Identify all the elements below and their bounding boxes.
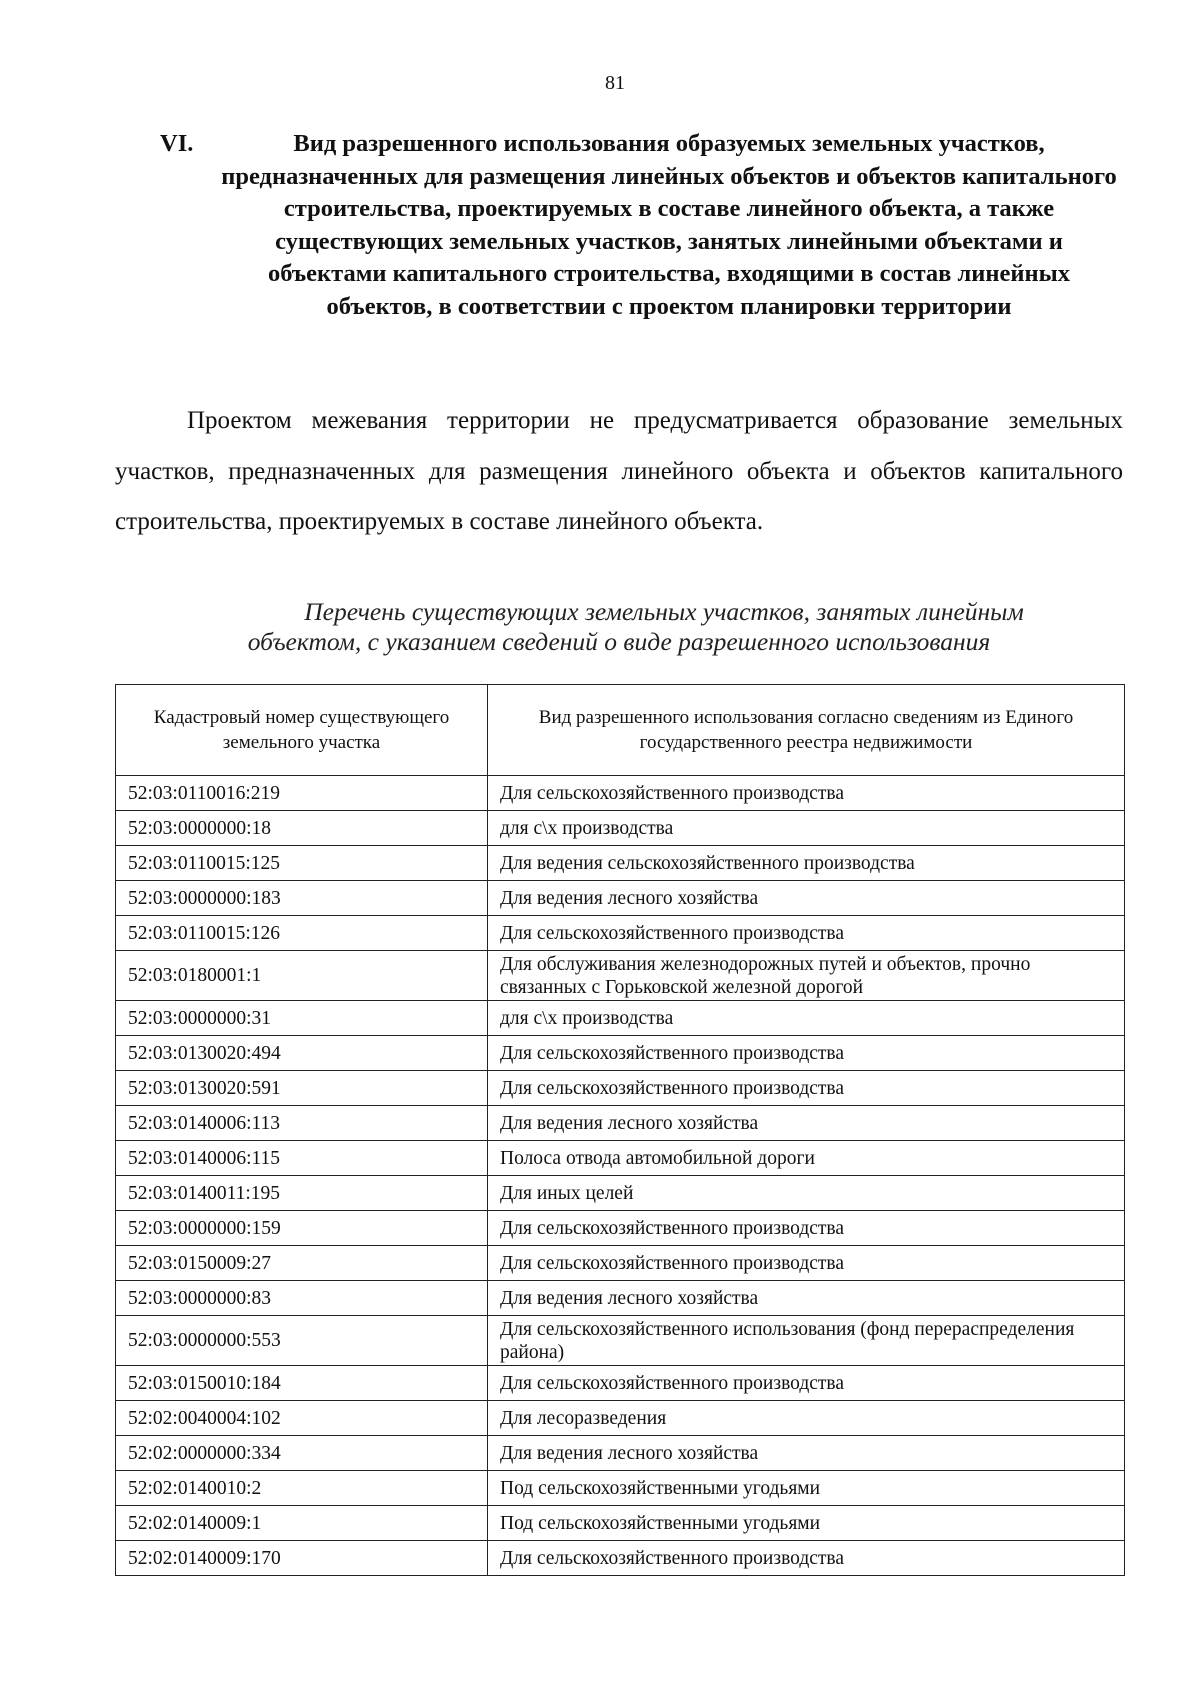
table-caption-line-2: объектом, с указанием сведений о виде разрешенного использования [247,627,991,656]
table-row [116,1366,1125,1401]
cadastral-number-cell: 52:03:0130020:494 [116,1036,488,1071]
table-row [116,881,1125,916]
cadastral-number-cell: 52:03:0150009:27 [116,1246,488,1281]
cadastral-number-cell: 52:03:0110015:126 [116,916,488,951]
cadastral-number-cell: 52:03:0000000:31 [116,1001,488,1036]
table-row [116,1176,1125,1211]
table-caption-line-1: Перечень существующих земельных участков, занятых линейным [304,597,1024,626]
cadastral-number-cell: 52:02:0040004:102 [116,1401,488,1436]
header-permitted-use: Вид разрешенного использования согласно сведениям из Единого государственного реестра недвижимости [488,685,1125,776]
permitted-use-cell: Для сельскохозяйственного производства [488,776,1125,811]
cadastral-number-cell: 52:03:0180001:1 [116,951,488,1001]
table-row [116,811,1125,846]
table-row [116,1506,1125,1541]
table-row [116,951,1125,1001]
cadastral-number-cell: 52:03:0140006:113 [116,1106,488,1141]
table-row [116,1071,1125,1106]
permitted-use-cell: Для ведения сельскохозяйственного производства [488,846,1125,881]
table-row [116,1141,1125,1176]
permitted-use-cell: Для ведения лесного хозяйства [488,1281,1125,1316]
cadastral-number-cell: 52:02:0140010:2 [116,1471,488,1506]
permitted-use-cell: Для сельскохозяйственного производства [488,1071,1125,1106]
permitted-use-cell: Под сельскохозяйственными угодьями [488,1471,1125,1506]
table-row [116,776,1125,811]
table-row [116,1401,1125,1436]
table-header-row [116,685,1125,776]
table-caption [115,597,1123,657]
permitted-use-cell: Для ведения лесного хозяйства [488,881,1125,916]
permitted-use-cell: Для сельскохозяйственного производства [488,1211,1125,1246]
section-heading [160,128,1120,323]
permitted-use-cell: Для лесоразведения [488,1401,1125,1436]
cadastral-number-cell: 52:02:0000000:334 [116,1436,488,1471]
table-row [116,1036,1125,1071]
cadastral-number-cell: 52:03:0000000:18 [116,811,488,846]
cadastral-number-cell: 52:03:0130020:591 [116,1071,488,1106]
permitted-use-cell: Для сельскохозяйственного использования (фонд перераспределения района) [488,1316,1125,1366]
permitted-use-cell: для с\х производства [488,811,1125,846]
cadastral-number-cell: 52:03:0110015:125 [116,846,488,881]
permitted-use-cell: Для ведения лесного хозяйства [488,1106,1125,1141]
cadastral-number-cell: 52:03:0000000:183 [116,881,488,916]
permitted-use-cell: Для иных целей [488,1176,1125,1211]
table-row [116,1281,1125,1316]
body-paragraph: Проектом межевания территории не предусматривается образование земельных участков, предназначенных для размещения линейного объекта и объектов капитального строительства, проектируемых в составе линейного объекта. [115,407,1123,535]
permitted-use-cell: Для сельскохозяйственного производства [488,1541,1125,1576]
table-row [116,1316,1125,1366]
cadastral-number-cell: 52:03:0140011:195 [116,1176,488,1211]
table-body [116,776,1125,1576]
section-title: Вид разрешенного использования образуемых земельных участков, предназначенных для размещения линейных объектов и объектов капитального строительства, проектируемых в составе линейного объекта, а также существующих земельных участков, занятых линейными объектами и объектами капитального строительства, входящими в состав линейных объектов, в соответствии с проектом планировки территории [221,130,1117,320]
permitted-use-cell: Для сельскохозяйственного производства [488,1036,1125,1071]
parcels-table [115,684,1125,1576]
cadastral-number-cell: 52:03:0150010:184 [116,1366,488,1401]
table-row [116,1106,1125,1141]
table-row [116,1436,1125,1471]
cadastral-number-cell: 52:02:0140009:1 [116,1506,488,1541]
permitted-use-cell: Для сельскохозяйственного производства [488,916,1125,951]
cadastral-number-cell: 52:03:0140006:115 [116,1141,488,1176]
permitted-use-cell: Для сельскохозяйственного производства [488,1366,1125,1401]
permitted-use-cell: Для сельскохозяйственного производства [488,1246,1125,1281]
permitted-use-cell: Под сельскохозяйственными угодьями [488,1506,1125,1541]
table-row [116,1541,1125,1576]
section-numeral: VI. [160,130,194,157]
table-row [116,1246,1125,1281]
table-row [116,846,1125,881]
table-row [116,1001,1125,1036]
cadastral-number-cell: 52:03:0000000:83 [116,1281,488,1316]
page-number: 81 [605,72,625,94]
header-cadastral-number: Кадастровый номер существующего земельного участка [116,685,488,776]
table-row [116,1471,1125,1506]
table-row [116,1211,1125,1246]
cadastral-number-cell: 52:02:0140009:170 [116,1541,488,1576]
permitted-use-cell: Для ведения лесного хозяйства [488,1436,1125,1471]
cadastral-number-cell: 52:03:0000000:159 [116,1211,488,1246]
cadastral-number-cell: 52:03:0110016:219 [116,776,488,811]
permitted-use-cell: Для обслуживания железнодорожных путей и объектов, прочно связанных с Горьковской железной дорогой [488,951,1125,1001]
cadastral-number-cell: 52:03:0000000:553 [116,1316,488,1366]
table-row [116,916,1125,951]
permitted-use-cell: Полоса отвода автомобильной дороги [488,1141,1125,1176]
permitted-use-cell: для с\х производства [488,1001,1125,1036]
